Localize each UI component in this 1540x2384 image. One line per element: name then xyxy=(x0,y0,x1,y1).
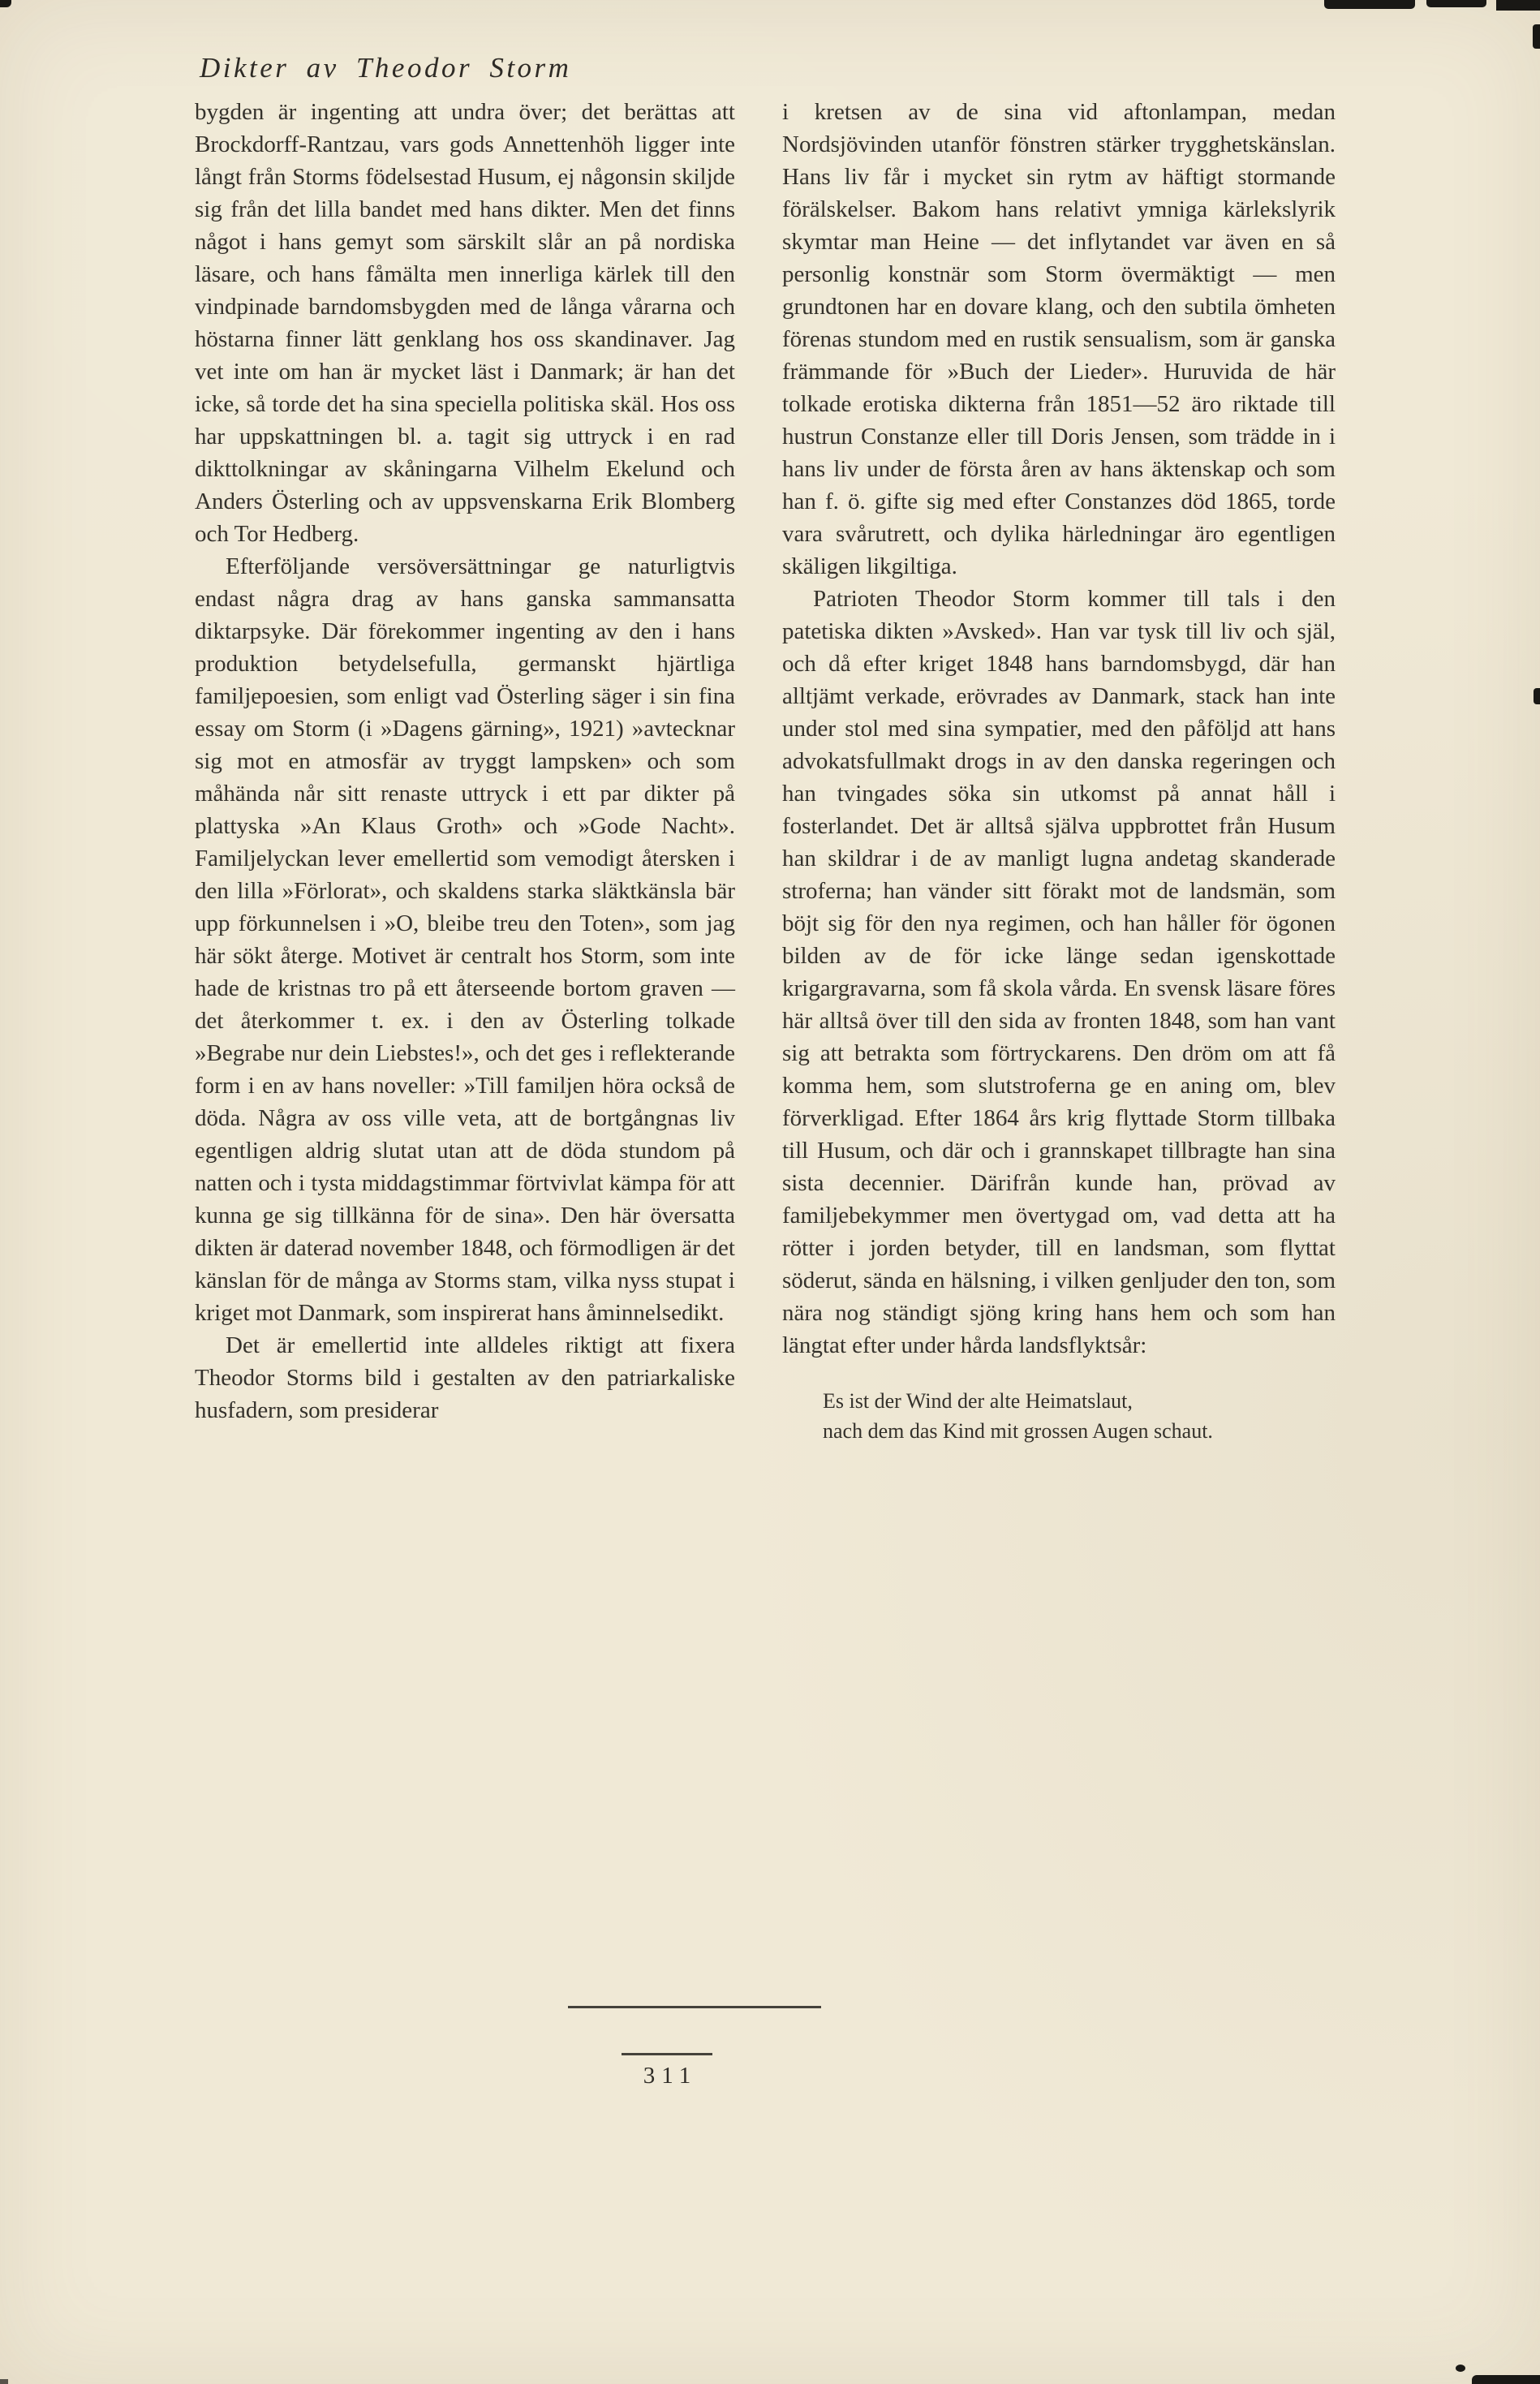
scan-artifact xyxy=(1472,2375,1540,2384)
right-column xyxy=(782,96,1336,1446)
paragraph-continuation: bygden är ingenting att undra över; det berättas att Brockdorff-Rantzau, vars gods Annettenhöh ligger inte långt från Storms födelsestad Husum, ej någonsin skiljde sig från det lilla bandet med hans dikter. Men det finns något i hans gemyt som särskilt slår an på nordiska läsare, och hans fåmälta men innerliga kärlek till den vindpinade barndomsbygden med de långa vårarna och höstarna finner lätt genklang hos oss skandinaver. Jag vet inte om han är mycket läst i Danmark; är han det icke, så torde det ha sina speciella politiska skäl. Hos oss har uppskattningen bl. a. tagit sig uttryck i en rad dikttolkningar av skåningarna Vilhelm Ekelund och Anders Österling och av uppsvenskarna Erik Blomberg och Tor Hedberg. xyxy=(195,99,735,547)
scan-artifact xyxy=(1426,0,1486,7)
scan-artifact xyxy=(1496,0,1540,11)
scan-artifact xyxy=(1533,24,1540,49)
verse-line: Es ist der Wind der alte Heimatslaut, xyxy=(823,1389,1133,1413)
paragraph-continuation: i kretsen av de sina vid aftonlampan, medan Nordsjövinden utanför fönstren stärker trygghetskänslan. Hans liv får i mycket sin rytm av häftigt stormande förälskelser. Bakom hans relativt ymniga kärlekslyrik skymtar man Heine — det inflytandet var även en så personlig konstnär som Storm övermäktigt — men grundtonen har en dovare klang, och den subtila ömheten förenas stundom med en rustik sensualism, som är ganska främmande för »Buch der Lieder». Huruvida de här tolkade erotiska dikterna från 1851—52 äro riktade till hustrun Constanze eller till Doris Jensen, som trädde in i hans liv under de första åren av hans äktenskap och som han f. ö. gifte sig med efter Constanzes död 1865, torde vara svårutrett, och dylika härledningar äro egentligen skäligen likgiltiga. xyxy=(782,99,1336,579)
scan-artifact xyxy=(0,2379,8,2384)
paragraph: Efterföljande versöversättningar ge naturligtvis endast några drag av hans ganska sammansatta diktarpsyke. Där förekommer ingenting av den i hans produktion betydelsefulla, germanskt hjärtliga familjepoesien, som enligt vad Österling säger i sin fina essay om Storm (i »Dagens gärning», 1921) »avtecknar sig mot en atmosfär av tryggt lampsken» och som måhända når sitt renaste uttryck i ett par dikter på plattyska »An Klaus Groth» och »Gode Nacht». Familjelyckan lever emellertid som vemodigt återsken i den lilla »Förlorat», och skaldens starka släktkänsla bär upp förkunnelsen i »O, bleibe treu den Toten», som jag här sökt återge. Motivet är centralt hos Storm, som inte hade de kristnas tro på ett återseende bortom graven — det återkommer t. ex. i den av Österling tolkade »Begrabe nur dein Liebstes!», och det ges i reflekterande form i en av hans noveller: »Till familjen höra också de döda. Några av oss ville veta, att de bortgångnas liv egentligen aldrig slutat utan att de döda stundom på natten och i tysta middagstimmar förtvivlat kämpa för att kunna ge sig tillkänna för de sina». Den här översatta dikten är daterad november 1848, och förmodligen är det känslan för de många av Storms stam, vilka nyss stupat i kriget mot Danmark, som inspirerat hans åminnelsedikt. xyxy=(195,553,735,1326)
page-number: 311 xyxy=(643,2063,698,2089)
page-number-block xyxy=(622,2053,712,2089)
text-columns xyxy=(195,96,1336,1446)
paragraph: Patrioten Theodor Storm kommer till tals i den patetiska dikten »Avsked». Han var tysk till liv och själ, och då efter kriget 1848 hans barndomsbygd, där han alltjämt verkade, erövrades av Danmark, stack han inte under stol med sina sympatier, med den påföljd att hans advokatsfullmakt drogs in av den danska regeringen och han tvingades söka sin utkomst på annat håll i fosterlandet. Det är alltså själva uppbrottet från Husum han skildrar i de av manligt lugna andetag skanderade stroferna; han vänder sitt förakt mot de landsmän, som böjt sig för den nya regimen, och han håller för ögonen bilden av de för icke länge sedan igenskottade krigargravarna, som få skola vårda. En svensk läsare föres här alltså över till den sida av fronten 1848, som han vant sig att betrakta som förtryckarens. Den dröm om att få komma hem, som slutstroferna ge en aning om, blev förverkligad. Efter 1864 års krig flyttade Storm tillbaka till Husum, och där och i grannskapet tillbragte han sina sista decennier. Därifrån kunde han, prövad av familjebekymmer men övertygad om, vad detta att ha rötter i jorden betyder, till en landsman, som flyttat söderut, sända en hälsning, i vilken genljuder den ton, som nära nog ständigt sjöng kring hans hem och som han längtat efter under hårda landsflyktsår: xyxy=(782,586,1336,1358)
scan-artifact xyxy=(0,0,11,7)
scan-artifact xyxy=(1324,0,1415,9)
verse-quote xyxy=(823,1386,1336,1446)
verse-line: nach dem das Kind mit grossen Augen schaut. xyxy=(823,1419,1213,1443)
paragraph: Det är emellertid inte alldeles riktigt att fixera Theodor Storms bild i gestalten av den patriarkaliske husfadern, som presiderar xyxy=(195,1332,735,1423)
scan-artifact xyxy=(1534,688,1540,704)
running-header: Dikter av Theodor Storm xyxy=(200,52,572,84)
scan-artifact xyxy=(1456,2365,1465,2372)
left-column xyxy=(195,96,735,1446)
section-divider-rule xyxy=(568,2006,821,2008)
page-number-rule xyxy=(622,2053,712,2055)
